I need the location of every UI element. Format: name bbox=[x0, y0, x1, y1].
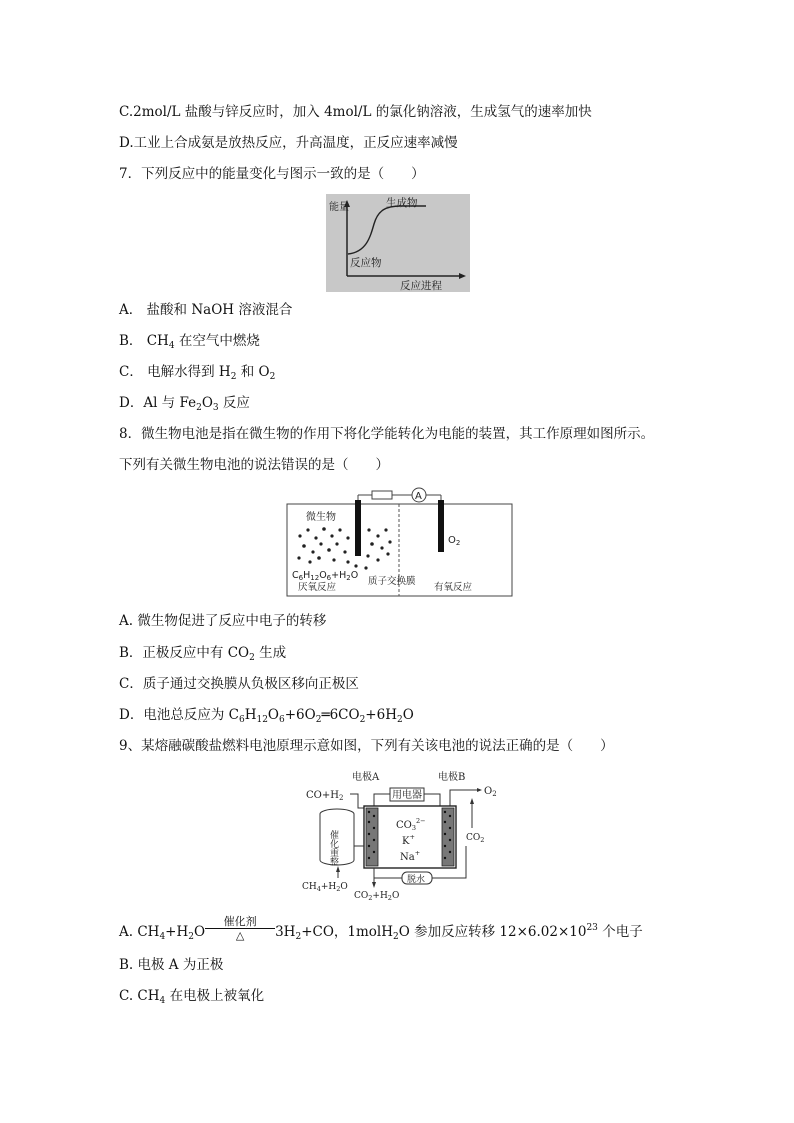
microbial-cell-diagram bbox=[286, 486, 514, 598]
dehydrate-label: 脱水 bbox=[407, 875, 426, 885]
co2-label: $CO_2$ bbox=[466, 833, 485, 844]
wire-b bbox=[424, 794, 440, 806]
option-8a: A. 微生物促进了反应中电子的转移 bbox=[119, 613, 327, 629]
wire-a bbox=[374, 794, 390, 806]
co-h2-label: $CO+H_2$ bbox=[306, 790, 344, 802]
question-8-line-2: 下列有关微生物电池的说法错误的是（ ） bbox=[119, 457, 389, 473]
option-7b: B． $CH_4$ 在空气中燃烧 bbox=[119, 333, 260, 351]
cathode-electrode bbox=[438, 500, 444, 552]
energy-diagram bbox=[326, 194, 470, 292]
reaction-condition: $\frac{\text{催化剂}}{\triangle}$ bbox=[205, 915, 275, 942]
anode-electrode bbox=[355, 500, 361, 556]
electrode-b-label: 电极B bbox=[438, 772, 466, 783]
reformer-label: 催化重整 bbox=[328, 830, 338, 866]
co2-h2o-out-label: $CO_2+H_2O$ bbox=[354, 891, 400, 902]
option-8b: B．正极反应中有 $CO_2$ 生成 bbox=[119, 645, 287, 663]
ion-co3: $CO_3^{2-}$ bbox=[396, 817, 426, 832]
option-7c: C． 电解水得到 $H_2$ 和 $O_2$ bbox=[119, 364, 276, 382]
svg-text:A: A bbox=[415, 491, 422, 502]
electrode-b bbox=[442, 808, 454, 866]
option-8c: C．质子通过交换膜从负极区移向正极区 bbox=[119, 676, 359, 692]
anaerobic-label: 厌氧反应 bbox=[298, 582, 337, 593]
o2-label: $O_2$ bbox=[484, 786, 497, 798]
option-c-previous: C.2mol/L 盐酸与锌反应时，加入 4mol/L 的氯化钠溶液，生成氢气的速率加快 bbox=[119, 104, 592, 120]
ion-na: Na+ bbox=[400, 849, 421, 863]
x-axis-label: 反应进程 bbox=[400, 280, 442, 292]
glucose-formula: $C_6H_{12}O_6+H_2O$ bbox=[292, 570, 359, 582]
option-9a: A. $CH_4+H_2O$ $\frac{\text{催化剂}}{\triangle}$ $3H_2+CO$，1molH$_2$O 参加反应转移 $12\times 6.02\times 10^{23}$ 个电子 bbox=[119, 915, 643, 942]
appliance-label: 用电器 bbox=[392, 790, 422, 801]
microbe-label: 微生物 bbox=[306, 512, 336, 523]
question-8-line-1: 8．微生物电池是指在微生物的作用下将化学能转化为电能的装置，其工作原理如图所示。 bbox=[119, 426, 655, 442]
question-7: 7．下列反应中的能量变化与图示一致的是（ ） bbox=[119, 166, 425, 182]
option-7d: D．Al 与 $Fe_2O_3$ 反应 bbox=[119, 395, 250, 413]
o2-pipe bbox=[450, 790, 470, 806]
electrode-a-label: 电极A bbox=[352, 772, 380, 783]
reactant-label: 反应物 bbox=[350, 257, 382, 269]
aerobic-label: 有氧反应 bbox=[434, 582, 473, 593]
resistor bbox=[372, 491, 392, 499]
option-8d: D．电池总反应为 $C_6H_{12}O_6+6O_2═6CO_2+6H_2O$ bbox=[119, 707, 414, 725]
fuel-cell-diagram bbox=[302, 766, 512, 902]
ion-k: K+ bbox=[402, 833, 415, 847]
electrode-a bbox=[366, 808, 378, 866]
product-label: 生成物 bbox=[386, 197, 418, 209]
option-7a: A． 盐酸和 NaOH 溶液混合 bbox=[119, 302, 293, 318]
ch4-h2o-label: $CH_4+H_2O$ bbox=[302, 882, 348, 893]
option-9b: B. 电极 A 为正极 bbox=[119, 957, 224, 973]
question-9: 9、某熔融碳酸盐燃料电池原理示意如图，下列有关该电池的说法正确的是（ ） bbox=[119, 738, 614, 754]
o2-label: $O_2$ bbox=[448, 535, 461, 547]
energy-y-label-1: 能量 bbox=[329, 202, 349, 213]
option-9c: C. $CH_4$ 在电极上被氧化 bbox=[119, 988, 265, 1006]
option-d-previous: D.工业上合成氨是放热反应，升高温度，正反应速率减慢 bbox=[119, 135, 458, 151]
membrane-label: 质子交换膜 bbox=[368, 576, 416, 587]
